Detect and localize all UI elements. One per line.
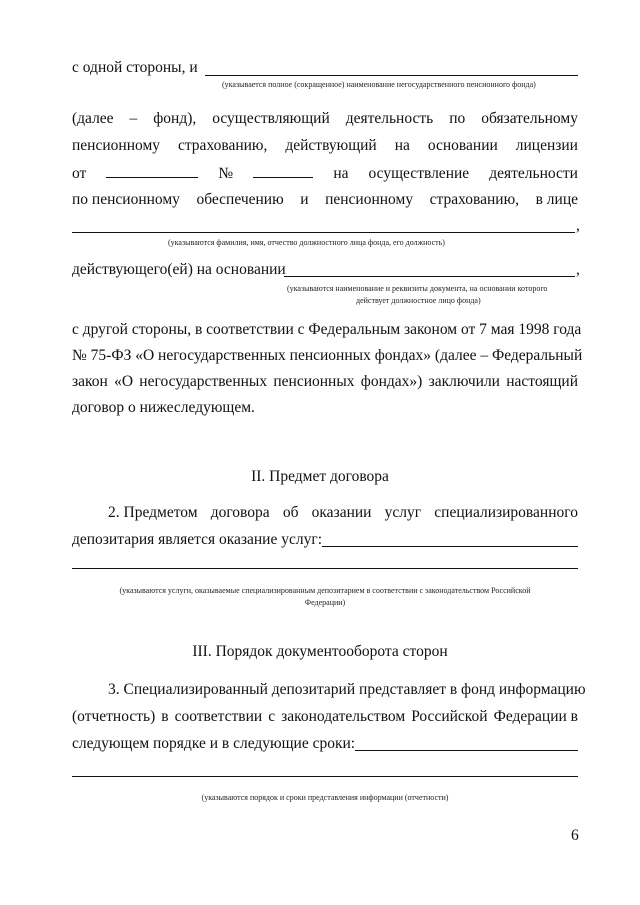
page-number: 6 — [571, 827, 579, 844]
word: 2. Предметом — [108, 504, 198, 521]
official-name-blank[interactable] — [72, 232, 575, 233]
word: действующий — [285, 137, 377, 154]
basis-caption-1: (указываются наименование и реквизиты документа, на основании которого — [287, 284, 548, 293]
section-3-line-3: следующем порядке и в следующие сроки: — [72, 735, 356, 752]
word: основании — [427, 137, 498, 154]
section-3-line-2 — [72, 707, 578, 727]
word: на — [333, 165, 349, 182]
section-3-line-1: 3. Специализированный депозитарий представляет в фонд информацию — [108, 681, 586, 698]
para-line-3: закон «О негосударственных пенсионных фондах») заключили настоящий — [72, 373, 578, 390]
para-line-1: с другой стороны, в соответствии с Федеральным законом от 7 мая 1998 года — [72, 321, 582, 338]
acting-basis-label: действующего(ей) на основании — [72, 261, 286, 278]
section-2-heading: II. Предмет договора — [251, 467, 389, 485]
section-2-line-2: депозитария является оказание услуг: — [72, 531, 323, 548]
word: на — [394, 137, 410, 154]
services-blank-1[interactable] — [322, 546, 578, 547]
word: соответствии — [174, 708, 263, 725]
word: – — [129, 110, 138, 127]
services-caption-1: (указываются услуги, оказываемые специализированным депозитарием в соответствии с законодательством Российской — [119, 586, 531, 595]
license-date-blank[interactable] — [106, 163, 198, 178]
intro-line-2 — [72, 109, 578, 129]
word: услуг — [384, 504, 422, 521]
comma: , — [576, 217, 580, 234]
procedure-blank-2[interactable] — [72, 776, 578, 777]
basis-document-blank[interactable] — [284, 276, 575, 277]
procedure-caption: (указываются порядок и сроки представления информации (отчетности) — [201, 793, 449, 802]
word: оказании — [311, 504, 372, 521]
word: с — [268, 708, 276, 725]
intro-line-1: с одной стороны, и — [72, 59, 198, 76]
official-name-caption: (указываются фамилия, имя, отчество должностного лица фонда, его должность) — [168, 238, 445, 247]
services-caption-2: Федерации) — [304, 598, 346, 607]
word: пенсионному — [72, 137, 160, 154]
word: страхованию, — [429, 191, 520, 208]
services-blank-2[interactable] — [72, 568, 578, 569]
word: страхованию, — [177, 137, 268, 154]
para-line-4: договор о нижеследующем. — [72, 399, 255, 416]
license-number-blank[interactable] — [253, 163, 313, 178]
word: пенсионному — [325, 191, 414, 208]
word: осуществление — [368, 165, 470, 182]
section-3-heading: III. Порядок документооборота сторон — [192, 642, 448, 660]
word: обеспечению — [196, 191, 284, 208]
number-sign: № — [218, 165, 234, 182]
word: фонд), — [153, 110, 197, 127]
intro-line-3 — [72, 136, 578, 156]
basis-caption-2: действует должностное лицо фонда) — [356, 296, 481, 305]
section-2-line-1 — [108, 503, 578, 523]
word: договора — [210, 504, 270, 521]
word: специализированного — [434, 504, 578, 521]
word: (далее — [72, 110, 114, 127]
intro-line-4 — [72, 163, 578, 184]
word: деятельность — [345, 110, 434, 127]
word: обязательному — [481, 110, 578, 127]
word: осуществляющий — [212, 110, 330, 127]
word: по — [449, 110, 466, 127]
word: Федерации в — [493, 708, 578, 725]
fund-name-blank[interactable] — [205, 75, 578, 76]
procedure-blank-1[interactable] — [355, 750, 578, 751]
word: в лице — [535, 191, 578, 208]
para-line-2: № 75-ФЗ «О негосударственных пенсионных фондах» (далее – Федеральный — [72, 347, 583, 364]
word: по пенсионному — [72, 191, 180, 208]
fund-name-caption: (указывается полное (сокращенное) наименование негосударственного пенсионного фонда) — [222, 80, 536, 89]
word: Российской — [411, 708, 488, 725]
word: в — [161, 708, 169, 725]
word: (отчетность) — [72, 708, 156, 725]
word: деятельности — [489, 165, 578, 182]
word: законодательством — [281, 708, 406, 725]
word-ot: от — [72, 165, 87, 182]
word: лицензии — [515, 137, 578, 154]
intro-line-5 — [72, 190, 578, 210]
word: об — [282, 504, 299, 521]
comma: , — [576, 261, 580, 278]
word: и — [300, 191, 309, 208]
